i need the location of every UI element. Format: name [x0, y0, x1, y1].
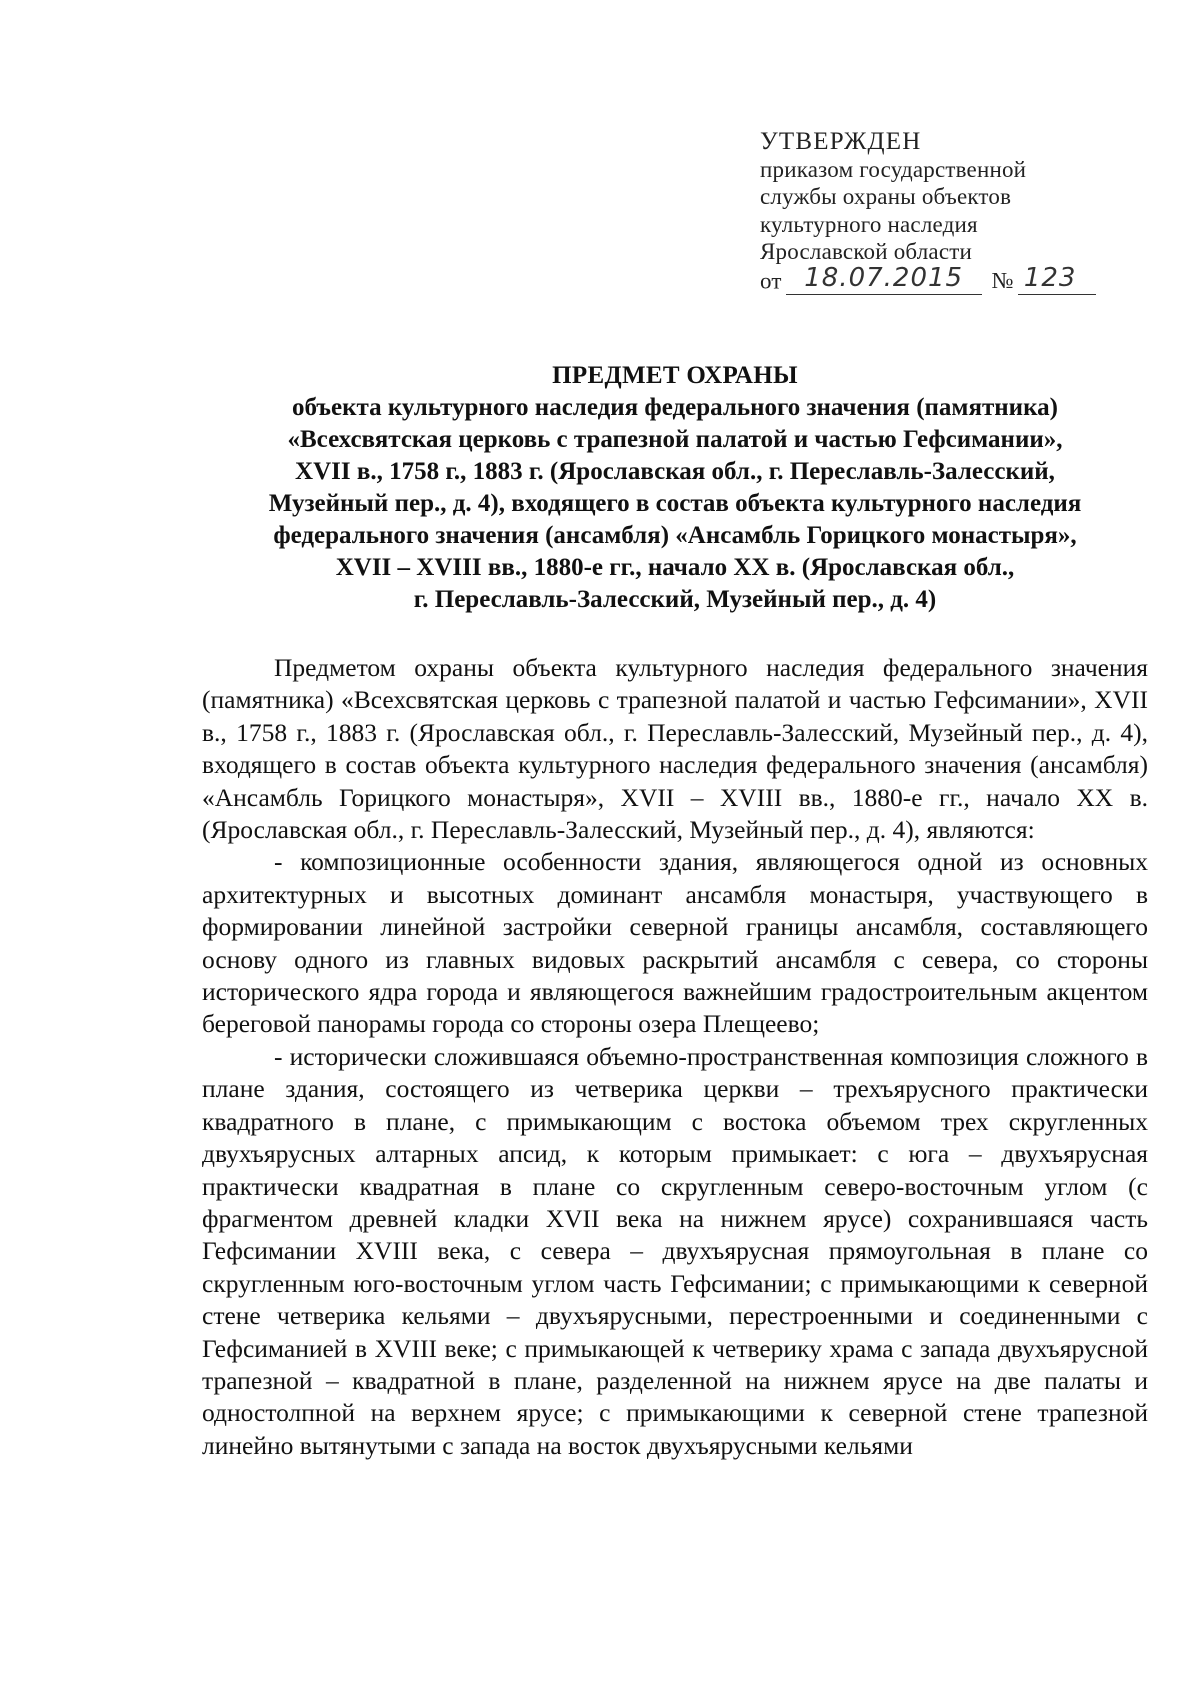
- approval-stamp: [760, 128, 1140, 296]
- approval-line-4: Ярославской области: [760, 239, 972, 264]
- approval-title: УТВЕРЖДЕН: [760, 128, 922, 155]
- document-title: ПРЕДМЕТ ОХРАНЫ: [552, 362, 798, 389]
- body-paragraph-composition: - композиционные особенности здания, являющегося одной из основных архитектурных и высотных доминант ансамбля монастыря, участвующего в формировании линейной застройки северной границы ансамбля, составляющего основу одного из главных видовых раскрытий ансамбля с севера, со стороны исторического ядра города и являющегося важнейшим градостроительным акцентом береговой панорамы города со стороны озера Плещеево;: [202, 847, 1148, 1039]
- approval-number-field: [1018, 262, 1096, 295]
- heading-line-3: XVII в., 1758 г., 1883 г. (Ярославская обл., г. Переславль-Залесский,: [295, 458, 1055, 485]
- approval-date-prefix: от: [760, 268, 782, 293]
- approval-line-2: службы охраны объектов: [760, 184, 1012, 209]
- approval-number-handwritten: 123: [1023, 262, 1077, 293]
- body-paragraph-intro: Предметом охраны объекта культурного наследия федерального значения (памятника) «Всехсвятская церковь с трапезной палатой и частью Гефсимании», XVII в., 1758 г., 1883 г. (Ярославская обл., г. Переславль-Залесский, Музейный пер., д. 4), входящего в состав объекта культурного наследия федерального значения (ансамбля) «Ансамбль Горицкого монастыря», XVII – XVIII вв., 1880-е гг., начало XX в. (Ярославская обл., г. Переславль-Залесский, Музейный пер., д. 4), являются:: [202, 653, 1148, 845]
- document-heading: [150, 360, 1200, 616]
- approval-date-number-row: [760, 262, 1140, 296]
- approval-line-1: приказом государственной: [760, 156, 1027, 182]
- approval-date-field: [786, 262, 982, 295]
- body-paragraph-volume: - исторически сложившаяся объемно-пространственная композиция сложного в плане здания, состоящего из четверика церкви – трехъярусного практически квадратного в плане, с примыкающим с востока объемом трех скругленных двухъярусных алтарных апсид, к которым примыкает: с юга – двухъярусная практически квадратная в плане со скругленным северо-восточным углом (с фрагментом древней кладки XVII века на нижнем ярусе) сохранившаяся часть Гефсимании XVIII века, с севера – двухъярусная прямоугольная в плане со скругленным юго-восточным углом часть Гефсимании; с примыкающими к северной стене четверика кельями – двухъярусными, перестроенными и соединенными с Гефсиманией в XVIII веке; с примыкающей к четверику храма с запада двухъярусной трапезной – квадратной в плане, разделенной на нижнем ярусе на две палаты и одностолпной на верхнем ярусе; с примыкающими к северной стене трапезной линейно вытянутыми с запада на восток двухъярусными кельями: [202, 1041, 1148, 1460]
- approval-number-label: №: [991, 268, 1014, 293]
- approval-line-3: культурного наследия: [760, 211, 978, 237]
- heading-line-1: объекта культурного наследия федерального значения (памятника): [292, 394, 1058, 421]
- heading-line-6: XVII – XVIII вв., 1880-е гг., начало XX в. (Ярославская обл.,: [335, 554, 1015, 581]
- approval-date-handwritten: 18.07.2015: [804, 262, 964, 293]
- heading-line-5: федерального значения (ансамбля) «Ансамбль Горицкого монастыря»,: [273, 522, 1077, 549]
- heading-line-4: Музейный пер., д. 4), входящего в состав объекта культурного наследия: [268, 490, 1082, 517]
- heading-line-2: «Всехсвятская церковь с трапезной палатой и частью Гефсимании»,: [287, 426, 1063, 453]
- heading-line-7: г. Переславль-Залесский, Музейный пер., д. 4): [413, 586, 937, 613]
- document-body: [202, 652, 1148, 1462]
